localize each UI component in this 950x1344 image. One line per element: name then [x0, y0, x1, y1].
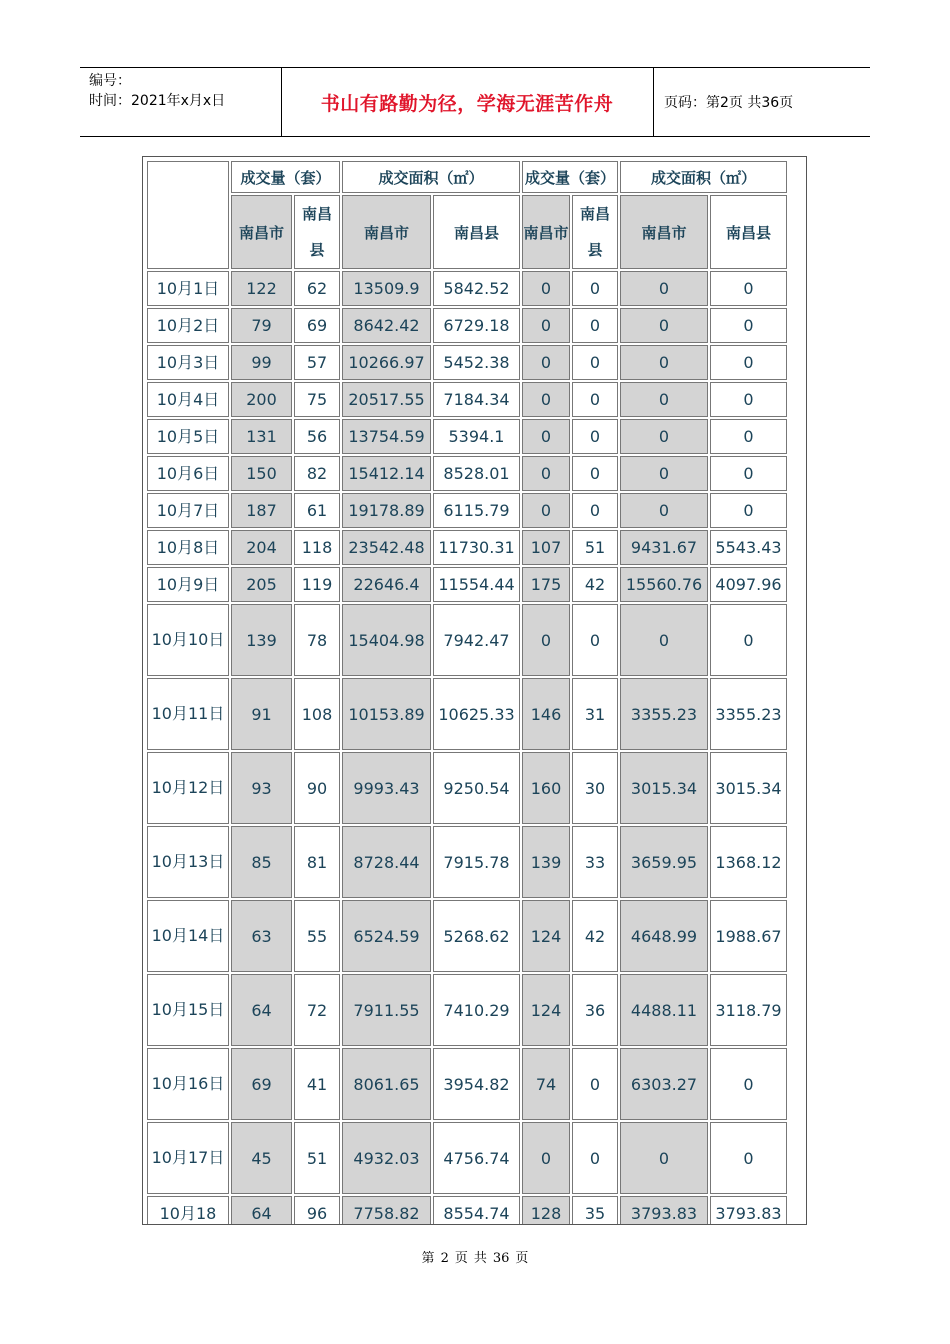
sub-header: 南昌县: [433, 195, 520, 269]
value-cell: 0: [572, 456, 618, 491]
value-cell: 4648.99: [620, 900, 708, 972]
value-cell: 0: [572, 345, 618, 380]
value-cell: 0: [710, 493, 787, 528]
value-cell: 6115.79: [433, 493, 520, 528]
value-cell: 122: [231, 271, 292, 306]
value-cell: 0: [572, 493, 618, 528]
value-cell: 0: [522, 1122, 570, 1194]
value-cell: 8728.44: [342, 826, 431, 898]
value-cell: 0: [620, 493, 708, 528]
value-cell: 5543.43: [710, 530, 787, 565]
value-cell: 55: [294, 900, 340, 972]
value-cell: 0: [522, 345, 570, 380]
header-motto-cell: [281, 68, 654, 136]
value-cell: 3118.79: [710, 974, 787, 1046]
sub-header: 南昌市: [522, 195, 570, 269]
value-cell: 8642.42: [342, 308, 431, 343]
value-cell: 0: [572, 271, 618, 306]
value-cell: 1368.12: [710, 826, 787, 898]
value-cell: 56: [294, 419, 340, 454]
value-cell: 63: [231, 900, 292, 972]
value-cell: 0: [522, 604, 570, 676]
date-cell: 10月5日: [147, 419, 229, 454]
value-cell: 72: [294, 974, 340, 1046]
value-cell: 3954.82: [433, 1048, 520, 1120]
value-cell: 9250.54: [433, 752, 520, 824]
date-cell: 10月3日: [147, 345, 229, 380]
value-cell: 7410.29: [433, 974, 520, 1046]
value-cell: 10266.97: [342, 345, 431, 380]
date-cell: 10月10日: [147, 604, 229, 676]
code-label: 编号：: [89, 73, 131, 89]
table-row: [147, 419, 787, 454]
value-cell: 81: [294, 826, 340, 898]
value-cell: 0: [710, 271, 787, 306]
value-cell: 0: [620, 308, 708, 343]
value-cell: 0: [572, 308, 618, 343]
value-cell: 3793.83: [620, 1196, 708, 1225]
value-cell: 20517.55: [342, 382, 431, 417]
value-cell: 10153.89: [342, 678, 431, 750]
value-cell: 139: [522, 826, 570, 898]
value-cell: 96: [294, 1196, 340, 1225]
transaction-table: [145, 159, 789, 1225]
value-cell: 8061.65: [342, 1048, 431, 1120]
footer-total-pages: 36: [492, 1251, 510, 1266]
table-row: [147, 752, 787, 824]
value-cell: 41: [294, 1048, 340, 1120]
value-cell: 93: [231, 752, 292, 824]
value-cell: 7911.55: [342, 974, 431, 1046]
value-cell: 7915.78: [433, 826, 520, 898]
date-cell: 10月12日: [147, 752, 229, 824]
value-cell: 200: [231, 382, 292, 417]
value-cell: 8554.74: [433, 1196, 520, 1225]
table-row: [147, 604, 787, 676]
value-cell: 0: [620, 382, 708, 417]
table-frame: [142, 156, 807, 1225]
value-cell: 0: [572, 382, 618, 417]
value-cell: 139: [231, 604, 292, 676]
sub-header: 南昌市: [342, 195, 431, 269]
value-cell: 79: [231, 308, 292, 343]
value-cell: 15404.98: [342, 604, 431, 676]
value-cell: 75: [294, 382, 340, 417]
value-cell: 4756.74: [433, 1122, 520, 1194]
date-cell: 10月4日: [147, 382, 229, 417]
value-cell: 9993.43: [342, 752, 431, 824]
table-row: [147, 1196, 787, 1225]
value-cell: 0: [710, 308, 787, 343]
value-cell: 91: [231, 678, 292, 750]
table-row: [147, 382, 787, 417]
group-header: 成交面积（㎡）: [620, 161, 787, 193]
motto-text: 书山有路勤为径，学海无涯苦作舟: [320, 92, 614, 115]
value-cell: 74: [522, 1048, 570, 1120]
value-cell: 5268.62: [433, 900, 520, 972]
value-cell: 3355.23: [710, 678, 787, 750]
value-cell: 0: [620, 419, 708, 454]
sub-header: 南昌市: [231, 195, 292, 269]
table-row: [147, 345, 787, 380]
group-header: 成交面积（㎡）: [342, 161, 520, 193]
value-cell: 4488.11: [620, 974, 708, 1046]
date-cell: 10月1日: [147, 271, 229, 306]
value-cell: 30: [572, 752, 618, 824]
value-cell: 62: [294, 271, 340, 306]
value-cell: 57: [294, 345, 340, 380]
value-cell: 0: [572, 1048, 618, 1120]
value-cell: 69: [294, 308, 340, 343]
value-cell: 10625.33: [433, 678, 520, 750]
page-header: [80, 67, 870, 137]
footer-ye: 页: [515, 1251, 529, 1266]
value-cell: 0: [620, 604, 708, 676]
value-cell: 42: [572, 567, 618, 602]
value-cell: 0: [522, 308, 570, 343]
date-cell: 10月16日: [147, 1048, 229, 1120]
value-cell: 8528.01: [433, 456, 520, 491]
value-cell: 0: [572, 419, 618, 454]
value-cell: 0: [710, 1122, 787, 1194]
date-cell: 10月11日: [147, 678, 229, 750]
value-cell: 23542.48: [342, 530, 431, 565]
sub-header: 南昌县: [572, 195, 618, 269]
date-cell: 10月15日: [147, 974, 229, 1046]
value-cell: 4932.03: [342, 1122, 431, 1194]
value-cell: 11730.31: [433, 530, 520, 565]
value-cell: 33: [572, 826, 618, 898]
value-cell: 0: [710, 382, 787, 417]
value-cell: 64: [231, 974, 292, 1046]
value-cell: 3015.34: [620, 752, 708, 824]
value-cell: 42: [572, 900, 618, 972]
value-cell: 9431.67: [620, 530, 708, 565]
table-row: [147, 1122, 787, 1194]
value-cell: 13754.59: [342, 419, 431, 454]
value-cell: 0: [620, 345, 708, 380]
value-cell: 36: [572, 974, 618, 1046]
table-row: [147, 974, 787, 1046]
value-cell: 108: [294, 678, 340, 750]
footer-di: 第: [421, 1251, 435, 1266]
value-cell: 15560.76: [620, 567, 708, 602]
value-cell: 69: [231, 1048, 292, 1120]
table-row: [147, 271, 787, 306]
value-cell: 5452.38: [433, 345, 520, 380]
date-cell: 10月18: [147, 1196, 229, 1225]
table-row: [147, 456, 787, 491]
value-cell: 90: [294, 752, 340, 824]
value-cell: 0: [710, 1048, 787, 1120]
value-cell: 107: [522, 530, 570, 565]
value-cell: 61: [294, 493, 340, 528]
group-header: 成交量（套）: [522, 161, 618, 193]
value-cell: 124: [522, 900, 570, 972]
footer-gong: 共: [473, 1251, 487, 1266]
value-cell: 6729.18: [433, 308, 520, 343]
value-cell: 0: [522, 271, 570, 306]
table-row: [147, 826, 787, 898]
value-cell: 31: [572, 678, 618, 750]
value-cell: 160: [522, 752, 570, 824]
value-cell: 204: [231, 530, 292, 565]
table-row: [147, 900, 787, 972]
value-cell: 3659.95: [620, 826, 708, 898]
value-cell: 19178.89: [342, 493, 431, 528]
value-cell: 99: [231, 345, 292, 380]
value-cell: 35: [572, 1196, 618, 1225]
date-cell: 10月17日: [147, 1122, 229, 1194]
date-cell: 10月2日: [147, 308, 229, 343]
value-cell: 1988.67: [710, 900, 787, 972]
group-header-row: [147, 161, 787, 193]
value-cell: 150: [231, 456, 292, 491]
value-cell: 0: [710, 604, 787, 676]
footer-ye: 页: [454, 1251, 468, 1266]
value-cell: 0: [620, 456, 708, 491]
value-cell: 3793.83: [710, 1196, 787, 1225]
sub-header-row: [147, 195, 787, 269]
table-row: [147, 308, 787, 343]
table-row: [147, 530, 787, 565]
date-cell: 10月8日: [147, 530, 229, 565]
sub-header: 南昌市: [620, 195, 708, 269]
value-cell: 175: [522, 567, 570, 602]
value-cell: 3015.34: [710, 752, 787, 824]
value-cell: 45: [231, 1122, 292, 1194]
value-cell: 0: [572, 1122, 618, 1194]
value-cell: 5394.1: [433, 419, 520, 454]
value-cell: 119: [294, 567, 340, 602]
value-cell: 0: [522, 456, 570, 491]
header-left-cell: [80, 68, 282, 136]
date-cell: 10月14日: [147, 900, 229, 972]
value-cell: 205: [231, 567, 292, 602]
corner-cell: [147, 161, 229, 269]
value-cell: 85: [231, 826, 292, 898]
value-cell: 7942.47: [433, 604, 520, 676]
value-cell: 0: [522, 493, 570, 528]
value-cell: 51: [572, 530, 618, 565]
value-cell: 15412.14: [342, 456, 431, 491]
value-cell: 3355.23: [620, 678, 708, 750]
value-cell: 4097.96: [710, 567, 787, 602]
date-cell: 10月7日: [147, 493, 229, 528]
value-cell: 78: [294, 604, 340, 676]
table-row: [147, 493, 787, 528]
sub-header: 南昌县: [710, 195, 787, 269]
value-cell: 13509.9: [342, 271, 431, 306]
table-row: [147, 678, 787, 750]
date-cell: 10月6日: [147, 456, 229, 491]
page-info: 页码：第2页 共36页: [664, 95, 794, 111]
value-cell: 146: [522, 678, 570, 750]
value-cell: 187: [231, 493, 292, 528]
table-row: [147, 1048, 787, 1120]
value-cell: 0: [620, 1122, 708, 1194]
value-cell: 11554.44: [433, 567, 520, 602]
sub-header: 南昌县: [294, 195, 340, 269]
date-cell: 10月13日: [147, 826, 229, 898]
value-cell: 22646.4: [342, 567, 431, 602]
value-cell: 0: [710, 345, 787, 380]
page-footer: [0, 1247, 950, 1266]
value-cell: 0: [572, 604, 618, 676]
value-cell: 51: [294, 1122, 340, 1194]
value-cell: 0: [710, 419, 787, 454]
footer-page-number: 2: [440, 1251, 449, 1266]
value-cell: 124: [522, 974, 570, 1046]
value-cell: 0: [522, 419, 570, 454]
value-cell: 6303.27: [620, 1048, 708, 1120]
value-cell: 0: [710, 456, 787, 491]
table-row: [147, 567, 787, 602]
value-cell: 128: [522, 1196, 570, 1225]
value-cell: 131: [231, 419, 292, 454]
date-cell: 10月9日: [147, 567, 229, 602]
value-cell: 82: [294, 456, 340, 491]
value-cell: 0: [522, 382, 570, 417]
value-cell: 64: [231, 1196, 292, 1225]
value-cell: 7758.82: [342, 1196, 431, 1225]
value-cell: 0: [620, 271, 708, 306]
group-header: 成交量（套）: [231, 161, 340, 193]
value-cell: 7184.34: [433, 382, 520, 417]
value-cell: 6524.59: [342, 900, 431, 972]
value-cell: 118: [294, 530, 340, 565]
value-cell: 5842.52: [433, 271, 520, 306]
time-label: 时间：2021年x月x日: [89, 93, 226, 109]
